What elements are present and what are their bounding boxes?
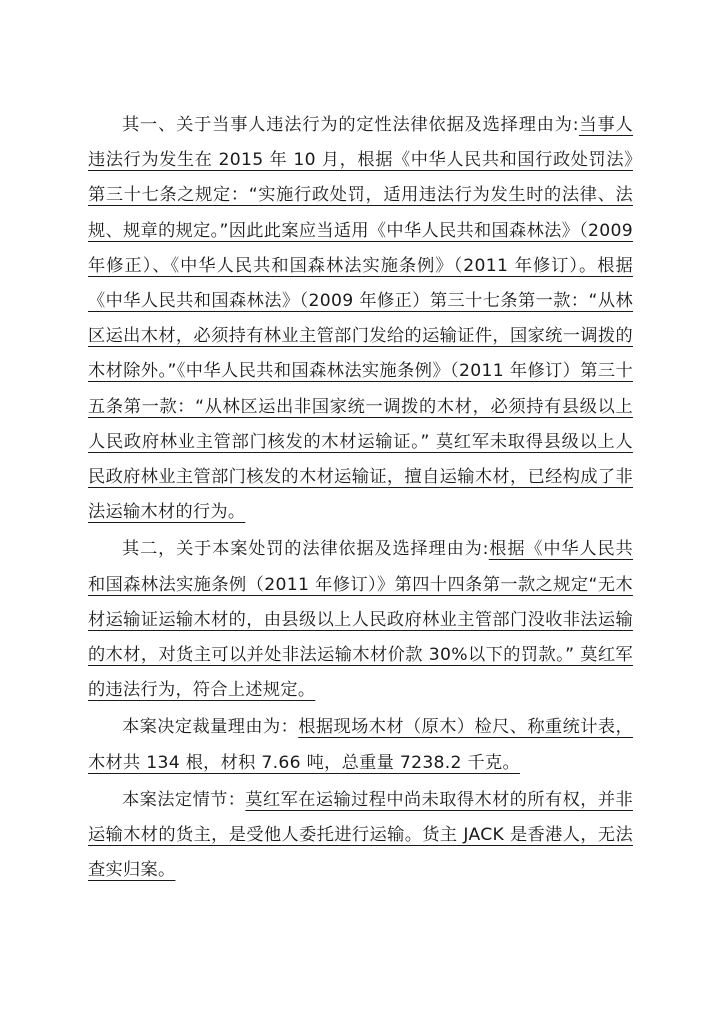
paragraph-underlined-text: 根据现场木材（原木）检尺、称重统计表，木材共 134 根，材积 7.66 吨，总重量 7238.2 千克。 bbox=[88, 717, 633, 773]
paragraph-statutory-circumstances bbox=[88, 783, 633, 889]
paragraph-lead: 其一、关于当事人违法行为的定性法律依据及选择理由为: bbox=[122, 115, 579, 135]
paragraph-underlined-text: 当事人违法行为发生在 2015 年 10 月，根据《中华人民共和国行政处罚法》第三十七条之规定：“实施行政处罚，适用违法行为发生时的法律、法规、规章的规定。”因此此案应当适用《中华人民共和国森林法》（2009 年修正）、《中华人民共和国森林法实施条例》（2011 年修订）。根据《中华人民共和国森林法》（2009 年修正）第三十七条第一款：“从林区运出木材，必须持有林业主管部门发给的运输证件，国家统一调拨的木材除外。”《中华人民共和国森林法实施条例》（2011 年修订）第三十五条第一款：“从林区运出非国家统一调拨的木材，必须持有县级以上人民政府林业主管部门核发的木材运输证。” 莫红军未取得县级以上人民政府林业主管部门核发的木材运输证，擅自运输木材，已经构成了非法运输木材的行为。 bbox=[88, 115, 634, 523]
paragraph-underlined-text: 根据《中华人民共和国森林法实施条例（2011 年修订）》第四十四条第一款之规定“无木材运输证运输木材的，由县级以上人民政府林业主管部门没收非法运输的木材，对货主可以并处非法运输木材价款 30%以下的罚款。” 莫红军的违法行为，符合上述规定。 bbox=[88, 539, 634, 701]
paragraph-underlined-text: 莫红军在运输过程中尚未取得木材的所有权，并非运输木材的货主，是受他人委托进行运输。货主 JACK 是香港人，无法查实归案。 bbox=[88, 789, 633, 881]
paragraph-legal-basis-penalty bbox=[88, 532, 633, 708]
paragraph-discretion-reason bbox=[88, 710, 633, 780]
paragraph-lead: 本案决定裁量理由为： bbox=[122, 717, 299, 738]
paragraph-lead: 其二，关于本案处罚的法律依据及选择理由为: bbox=[122, 539, 489, 560]
paragraph-lead: 本案法定情节： bbox=[122, 789, 246, 810]
document-body bbox=[88, 108, 633, 888]
paragraph-legal-basis-characterization bbox=[88, 108, 633, 530]
